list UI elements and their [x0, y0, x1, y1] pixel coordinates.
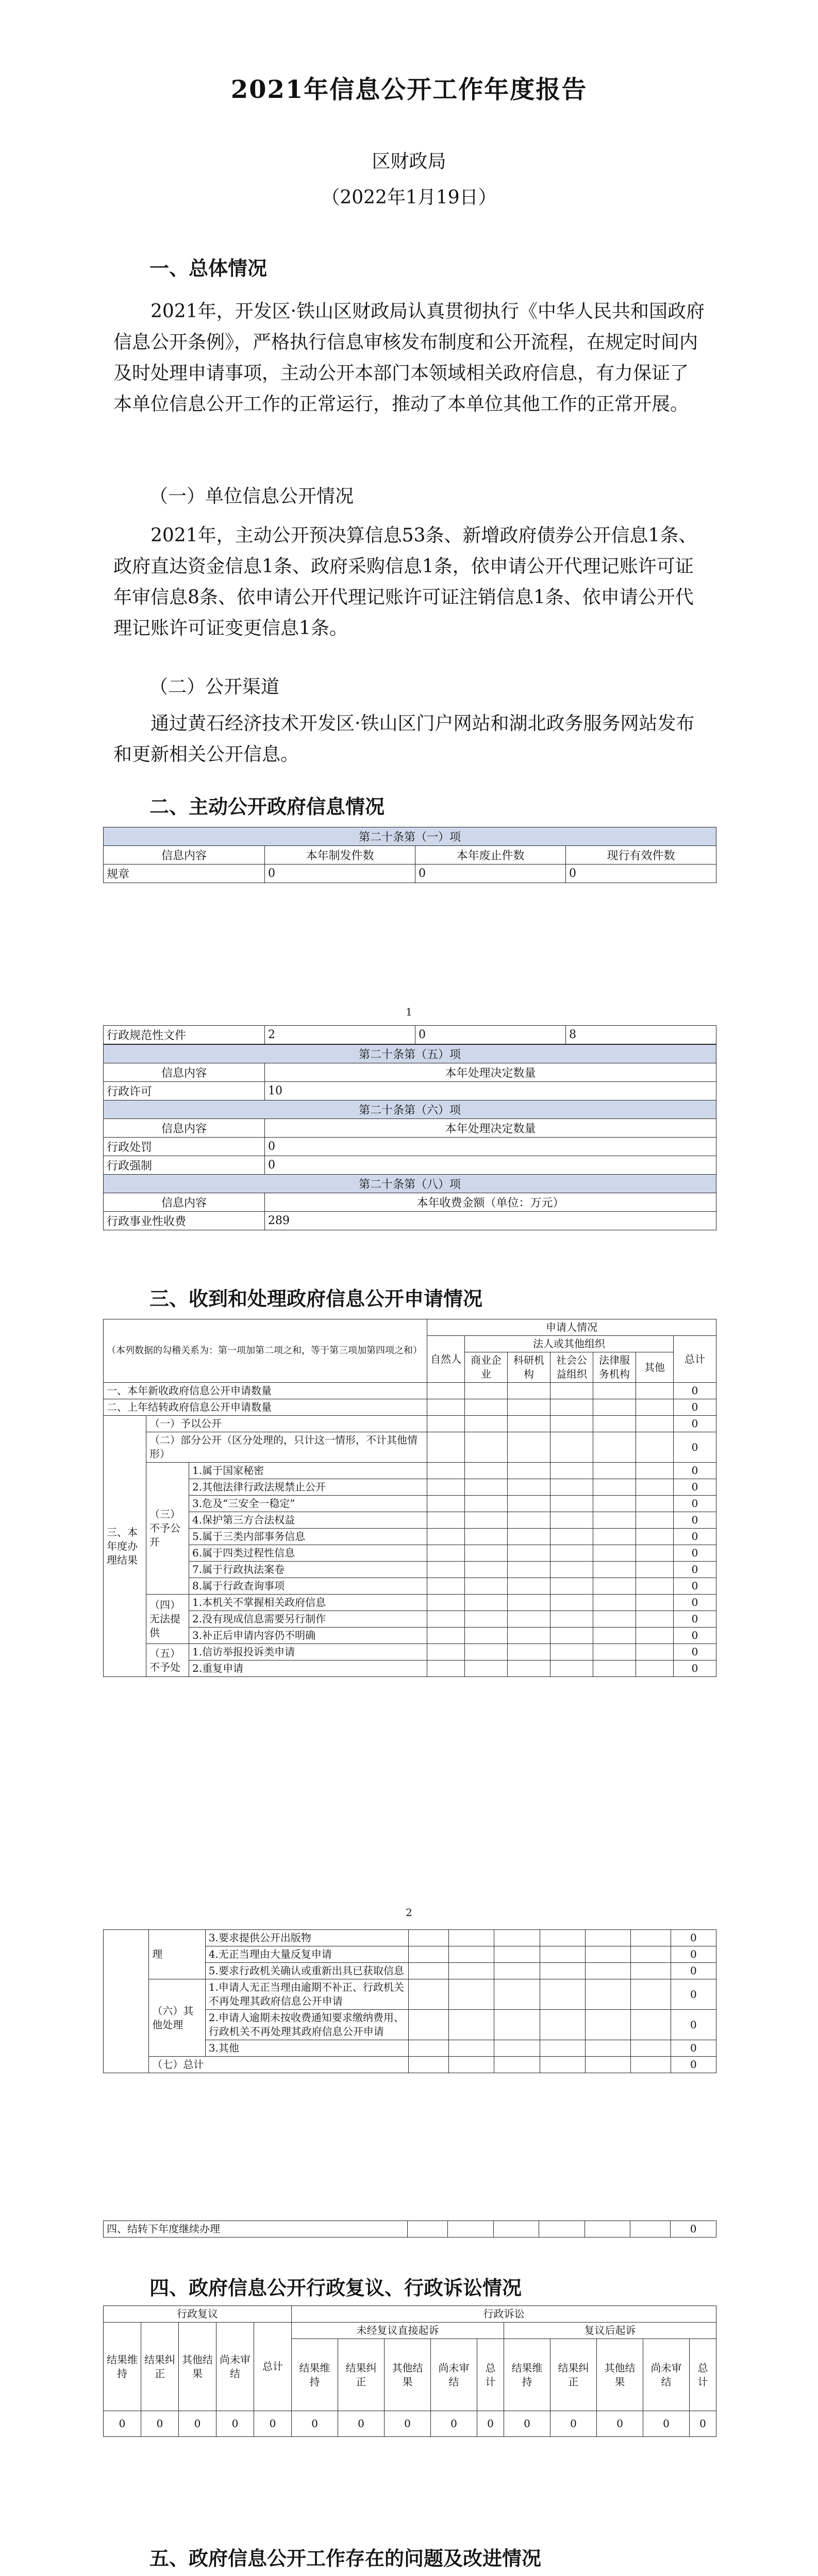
cell: 10: [265, 1082, 716, 1100]
col-legal-sub: 商业企业: [465, 1352, 508, 1383]
cell: 0: [674, 1479, 716, 1496]
cell: 0: [671, 2040, 716, 2057]
cell: 2: [265, 1026, 415, 1044]
col-header: 本年废止件数: [415, 846, 566, 865]
cell: 0: [671, 2221, 716, 2238]
row-sub-label: 理: [149, 1930, 206, 1979]
col-header: 信息内容: [104, 1193, 265, 1212]
col-header: 现行有效件数: [566, 846, 716, 865]
page-title: 2021年信息公开工作年度报告: [230, 75, 588, 104]
col-header: 总计: [254, 2323, 292, 2411]
col-header: 本年收费金额（单位：万元）: [265, 1193, 716, 1212]
table-article20-1: [103, 827, 716, 883]
section-1-sub1: （一）单位信息公开情况: [149, 486, 354, 507]
cell: 289: [265, 1212, 716, 1230]
cell: 0: [431, 2411, 477, 2437]
table-row: [104, 1463, 716, 1479]
row-label: 1.属于国家秘密: [189, 1463, 427, 1479]
row-label: （七）总计: [149, 2057, 409, 2073]
table-row: [104, 1595, 716, 1611]
cell: 0: [292, 2411, 338, 2437]
cell: 0: [674, 1562, 716, 1578]
table-row: [104, 865, 716, 883]
cell: 0: [671, 1946, 716, 1963]
cell: 0: [674, 1416, 716, 1432]
table-row: [104, 1545, 716, 1562]
col-header: 信息内容: [104, 846, 265, 865]
col-header: 结果纠正: [338, 2339, 385, 2411]
cell: 0: [674, 1628, 716, 1644]
col-suit: 行政诉讼: [292, 2306, 716, 2323]
table-row: [104, 1562, 716, 1578]
cell: 0: [216, 2411, 254, 2437]
cell: 0: [671, 2057, 716, 2073]
col-total: 总计: [674, 1336, 716, 1383]
applicant-header: 申请人情况: [427, 1319, 716, 1336]
cell: 0: [674, 1529, 716, 1545]
cell: 0: [671, 2010, 716, 2040]
section-1-heading: 一、总体情况: [149, 257, 268, 280]
cell: 0: [141, 2411, 179, 2437]
row-label: 4.无正当理由大量反复申请: [205, 1946, 409, 1963]
table-row: [104, 1512, 716, 1529]
table-review-litigation: [103, 2306, 716, 2437]
cell: 0: [265, 1138, 716, 1156]
col-legal-sub: 法律服务机构: [593, 1352, 636, 1383]
table-carry-over: [103, 2221, 716, 2238]
cell: 0: [674, 1595, 716, 1611]
col-header: 结果维持: [292, 2339, 338, 2411]
row-group-label: 三、本年度办理结果: [104, 1416, 146, 1677]
table-head: 第二十条第（八）项: [104, 1175, 716, 1193]
table-row: [104, 1383, 716, 1399]
cell: 0: [674, 1399, 716, 1416]
row-label: 一、本年新收政府信息公开申请数量: [104, 1383, 427, 1399]
cell: 0: [674, 1496, 716, 1512]
section-1-sub1-text: 2021年，主动公开预决算信息53条、新增政府债券公开信息1条、政府直达资金信息1条、政府采购信息1条，依申请公开代理记账许可证年审信息8条、依申请公开代理记账许可证注销信息1条、依申请公开代理记账许可证变更信息1条。: [113, 525, 697, 639]
table-applications-cont: [103, 1929, 716, 2073]
col-header: 结果维持: [504, 2339, 550, 2411]
row-label: 1.信访举报投诉类申请: [189, 1644, 427, 1660]
cell: 0: [265, 865, 415, 883]
cell: 0: [477, 2411, 504, 2437]
row-label: 5.属于三类内部事务信息: [189, 1529, 427, 1545]
row-label: 行政强制: [104, 1156, 265, 1175]
row-label: 3.危及“三安全一稳定”: [189, 1496, 427, 1512]
row-label: 2.申请人逾期未按收费通知要求缴纳费用、行政机关不再处理其政府信息公开申请: [205, 2010, 409, 2040]
col-after-review: 复议后起诉: [504, 2323, 716, 2339]
table-row: [104, 1026, 716, 1044]
cell: 0: [674, 1644, 716, 1660]
row-sub-label: （六）其他处理: [149, 1979, 206, 2057]
section-2-heading: 二、主动公开政府信息情况: [149, 795, 385, 818]
section-1-sub2-text: 通过黄石经济技术开发区·铁山区门户网站和湖北政务服务网站发布和更新相关公开信息。: [113, 713, 695, 765]
table-row: [104, 1644, 716, 1660]
table-row: [104, 1479, 716, 1496]
cell: 0: [179, 2411, 216, 2437]
cell: 0: [566, 865, 716, 883]
table-row: [104, 2411, 716, 2437]
row-label: 3.要求提供公开出版物: [205, 1930, 409, 1946]
col-header: 本年处理决定数量: [265, 1119, 716, 1138]
col-review: 行政复议: [104, 2306, 292, 2323]
cell: 8: [566, 1026, 716, 1044]
table-article20-1-cont: [103, 1025, 716, 1044]
row-label: 1.本机关不掌握相关政府信息: [189, 1595, 427, 1611]
section-4-heading: 四、政府信息公开行政复议、行政诉讼情况: [149, 2277, 522, 2299]
cell: 0: [265, 1156, 716, 1175]
row-label: （一）予以公开: [146, 1416, 427, 1432]
table-row: [104, 1082, 716, 1100]
cell: 0: [674, 1383, 716, 1399]
table-row: [104, 1578, 716, 1595]
table-row: [104, 1930, 716, 1946]
row-sub-label: （三）不予公开: [146, 1463, 189, 1595]
row-sub-label: （五）不予处: [146, 1644, 189, 1677]
table-row: [104, 1529, 716, 1545]
cell: 0: [643, 2411, 690, 2437]
col-natural: 自然人: [427, 1336, 465, 1383]
table-row: [104, 2221, 716, 2238]
row-label: 行政处罚: [104, 1138, 265, 1156]
col-header: 结果纠正: [141, 2323, 179, 2411]
row-group-label: [104, 1930, 149, 2073]
cell: 0: [671, 1963, 716, 1979]
row-label: 4.保护第三方合法权益: [189, 1512, 427, 1529]
cell: 0: [415, 1026, 566, 1044]
col-header: 尚未审结: [643, 2339, 690, 2411]
col-header: 尚未审结: [216, 2323, 254, 2411]
row-label: 3.补正后申请内容仍不明确: [189, 1628, 427, 1644]
col-header: 结果纠正: [550, 2339, 597, 2411]
report-date: （2022年1月19日）: [321, 187, 497, 208]
section-5-heading: 五、政府信息公开工作存在的问题及改进情况: [149, 2547, 542, 2570]
table-article20-5-8: [103, 1044, 716, 1230]
cell: 0: [690, 2411, 716, 2437]
col-header: 本年处理决定数量: [265, 1063, 716, 1082]
col-header: 信息内容: [104, 1063, 265, 1082]
cell: 0: [674, 1660, 716, 1677]
row-label: 行政规范性文件: [104, 1026, 265, 1044]
cell: 0: [671, 1930, 716, 1946]
row-label: 6.属于四类过程性信息: [189, 1545, 427, 1562]
table-row: [104, 1416, 716, 1432]
page-number: 1: [406, 1006, 412, 1018]
table-row: [104, 1496, 716, 1512]
table-row: [104, 1611, 716, 1628]
row-label: （二）部分公开（区分处理的，只计这一情形，不计其他情形）: [146, 1432, 427, 1463]
cell: 0: [415, 865, 566, 883]
row-label: 规章: [104, 865, 265, 883]
cell: 0: [597, 2411, 643, 2437]
cell: 0: [671, 1979, 716, 2010]
col-no-review: 未经复议直接起诉: [292, 2323, 504, 2339]
row-label: 行政许可: [104, 1082, 265, 1100]
cell: 0: [338, 2411, 385, 2437]
section-3-heading: 三、收到和处理政府信息公开申请情况: [149, 1287, 483, 1310]
cell: 0: [674, 1611, 716, 1628]
col-header: 其他结果: [179, 2323, 216, 2411]
cell: 0: [674, 1578, 716, 1595]
table-row: [104, 1660, 716, 1677]
page-number: 2: [406, 1906, 412, 1919]
col-legal-sub: 社会公益组织: [550, 1352, 593, 1383]
cell: 0: [674, 1545, 716, 1562]
cell: 0: [550, 2411, 597, 2437]
row-label: 2.没有现成信息需要另行制作: [189, 1611, 427, 1628]
table-head: 第二十条第（一）项: [104, 827, 716, 846]
corner-note: （本列数据的勾稽关系为：第一项加第二项之和，等于第三项加第四项之和）: [104, 1319, 427, 1383]
col-header: 结果维持: [104, 2323, 141, 2411]
col-header: 尚未审结: [431, 2339, 477, 2411]
row-label: 2.重复申请: [189, 1660, 427, 1677]
col-header: 总计: [690, 2339, 716, 2411]
cell: 0: [674, 1512, 716, 1529]
section-1-intro: 2021年，开发区·铁山区财政局认真贯彻执行《中华人民共和国政府信息公开条例》，严格执行信息审核发布制度和公开流程，在规定时间内及时处理申请事项，主动公开本部门本领域相关政府信息，有力保证了本单位信息公开工作的正常运行，推动了本单位其他工作的正常开展。: [113, 301, 705, 415]
table-row: [104, 1628, 716, 1644]
row-label: 四、结转下年度继续办理: [104, 2221, 408, 2238]
table-applications: [103, 1319, 716, 1677]
cell: 0: [104, 2411, 141, 2437]
row-sub-label: （四）无法提供: [146, 1595, 189, 1644]
cell: 0: [504, 2411, 550, 2437]
row-label: 2.其他法律行政法规禁止公开: [189, 1479, 427, 1496]
cell: 0: [674, 1463, 716, 1479]
col-header: 其他结果: [597, 2339, 643, 2411]
table-row: [104, 1399, 716, 1416]
org-name: 区财政局: [372, 151, 446, 172]
col-header: 信息内容: [104, 1119, 265, 1138]
table-row: [104, 1156, 716, 1175]
row-label: 二、上年结转政府信息公开申请数量: [104, 1399, 427, 1416]
col-legal-sub: 科研机构: [508, 1352, 550, 1383]
row-label: 1.申请人无正当理由逾期不补正、行政机关不再处理其政府信息公开申请: [205, 1979, 409, 2010]
row-label: 行政事业性收费: [104, 1212, 265, 1230]
cell: 0: [674, 1432, 716, 1463]
col-legal-sub: 其他: [636, 1352, 674, 1383]
table-row: [104, 1979, 716, 2010]
section-1-sub2: （二）公开渠道: [149, 676, 280, 698]
cell: 0: [385, 2411, 431, 2437]
table-row: [104, 2057, 716, 2073]
table-row: [104, 1138, 716, 1156]
table-head: 第二十条第（六）项: [104, 1100, 716, 1119]
col-header: 本年制发件数: [265, 846, 415, 865]
row-label: 8.属于行政查询事项: [189, 1578, 427, 1595]
row-label: 7.属于行政执法案卷: [189, 1562, 427, 1578]
row-label: 5.要求行政机关确认或重新出具已获取信息: [205, 1963, 409, 1979]
table-row: [104, 1212, 716, 1230]
cell: 0: [254, 2411, 292, 2437]
table-row: [104, 1432, 716, 1463]
col-header: 其他结果: [385, 2339, 431, 2411]
col-legal: 法人或其他组织: [465, 1336, 674, 1352]
row-label: 3.其他: [205, 2040, 409, 2057]
col-header: 总计: [477, 2339, 504, 2411]
table-head: 第二十条第（五）项: [104, 1045, 716, 1063]
